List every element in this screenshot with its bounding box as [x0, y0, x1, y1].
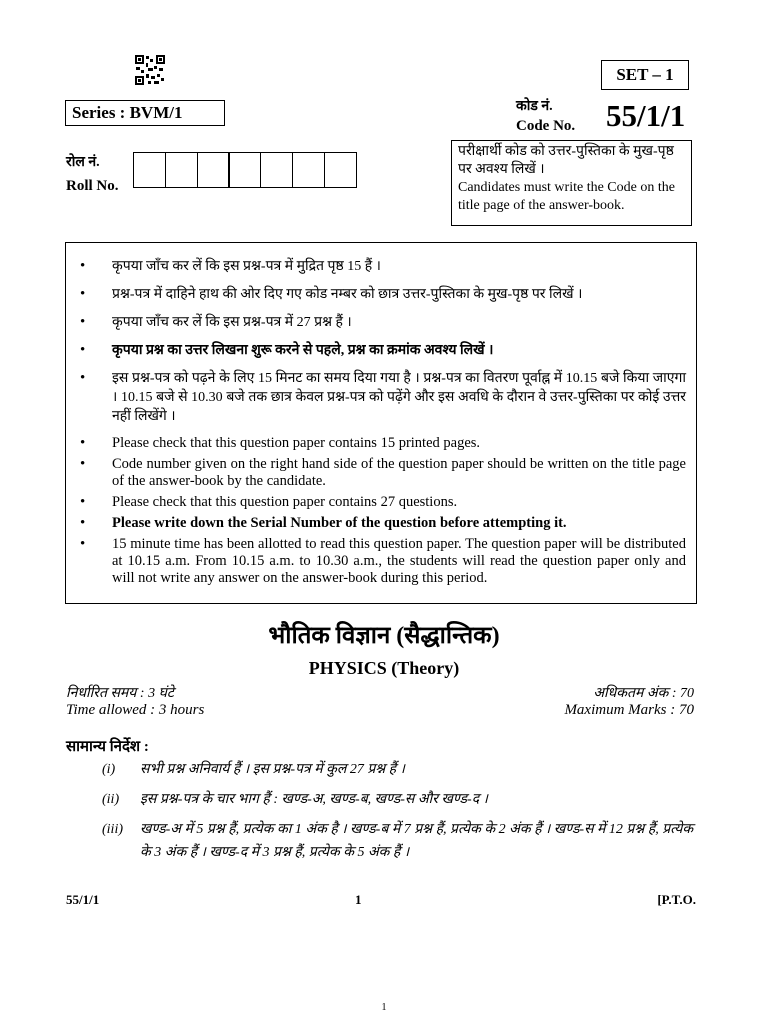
page-mark: 1 [381, 1002, 387, 1013]
roll-number-boxes[interactable] [133, 152, 356, 188]
bullet-icon: • [80, 258, 86, 274]
subject-title-hindi: भौतिक विज्ञान (सैद्धान्तिक) [268, 623, 500, 649]
roll-digit-box[interactable] [292, 152, 325, 188]
bullet-icon: • [80, 435, 86, 451]
max-marks-hindi: अधिकतम अंक : 70 [593, 686, 694, 701]
candidate-note-english: Candidates must write the Code on the title page of the answer-book. [458, 180, 675, 213]
footer-page-number: 1 [355, 892, 362, 907]
code-label-hindi: कोड नं. [516, 99, 553, 114]
roll-label-english: Roll No. [66, 178, 119, 194]
roll-label-hindi: रोल नं. [66, 155, 100, 170]
general-instruction-item: (i) सभी प्रश्न अनिवार्य हैं । इस प्रश्न-पत्र में कुल 27 प्रश्न हैं । [102, 762, 405, 777]
candidate-note-hindi: परीक्षार्थी कोड को उत्तर-पुस्तिका के मुख-पृष्ठ पर अवश्य लिखें । [458, 144, 674, 177]
bullet-icon: • [80, 314, 86, 330]
general-instructions-heading: सामान्य निर्देश : [66, 739, 149, 755]
roll-digit-box[interactable] [228, 152, 261, 188]
bullet-icon: • [80, 536, 86, 552]
footer-code: 55/1/1 [66, 892, 100, 907]
code-label-english: Code No. [516, 118, 576, 134]
instruction-item-en: • Code number given on the right hand side of the question paper should be written on the title page of the answer-book by the candidate. [76, 456, 686, 490]
bullet-icon: • [80, 370, 86, 386]
series-label: Series : BVM/1 [65, 100, 225, 126]
bullet-icon: • [80, 515, 86, 531]
instruction-item-hi: • प्रश्न-पत्र में दाहिने हाथ की ओर दिए गए कोड नम्बर को छात्र उत्तर-पुस्तिका के मुख-पृष्ठ पर लिखें । [76, 285, 686, 304]
candidate-note-box [451, 140, 692, 226]
general-instruction-item: (iii) खण्ड-अ में 5 प्रश्न हैं, प्रत्येक का 1 अंक है । खण्ड-ब में 7 प्रश्न हैं, प्रत्येक के 2 अंक हैं । खण्ड-स में 12 प्रश्न हैं, प्रत्येक के 3 अंक हैं । खण्ड-द में 3 प्रश्न हैं, प्रत्येक के 5 अंक हैं । [102, 822, 694, 860]
roll-digit-box[interactable] [260, 152, 293, 188]
general-instructions-list [102, 758, 702, 871]
bullet-icon: • [80, 456, 86, 472]
instruction-item-en: • 15 minute time has been allotted to read this question paper. The question paper will be distributed at 10.15 a.m. From 10.15 a.m. to 10.30 a.m., the students will read the question paper only and will not write any answer on the answer-book during this period. [76, 536, 686, 587]
bullet-icon: • [80, 286, 86, 302]
instructions-box [65, 242, 697, 604]
roll-digit-box[interactable] [324, 152, 357, 188]
bullet-icon: • [80, 342, 86, 358]
instruction-item-hi: • इस प्रश्न-पत्र को पढ़ने के लिए 15 मिनट का समय दिया गया है । प्रश्न-पत्र का वितरण पूर्वाह्न में 10.15 बजे किया जाएगा । 10.15 बजे से 10.30 बजे तक छात्र केवल प्रश्न-पत्र को पढ़ेंगे और इस अवधि के दौरान वे उत्तर-पुस्तिका पर कोई उत्तर नहीं लिखेंगे । [76, 369, 686, 426]
roll-digit-box[interactable] [133, 152, 166, 188]
bullet-icon: • [80, 494, 86, 510]
code-number: 55/1/1 [606, 98, 686, 133]
general-instruction-item: (ii) इस प्रश्न-पत्र के चार भाग हैं : खण्ड-अ, खण्ड-ब, खण्ड-स और खण्ड-द । [102, 792, 488, 807]
time-allowed-english: Time allowed : 3 hours [66, 702, 205, 718]
footer-pto: [P.T.O. [657, 892, 696, 907]
instruction-item-en: • Please check that this question paper contains 15 printed pages. [76, 435, 686, 452]
instruction-item-en: • Please check that this question paper contains 27 questions. [76, 494, 686, 511]
instruction-item-hi: • कृपया प्रश्न का उत्तर लिखना शुरू करने से पहले, प्रश्न का क्रमांक अवश्य लिखें । [76, 341, 686, 360]
instruction-item-hi: • कृपया जाँच कर लें कि इस प्रश्न-पत्र में 27 प्रश्न हैं । [76, 313, 686, 332]
subject-title-english: PHYSICS (Theory) [308, 658, 460, 678]
qr-code-icon [134, 54, 166, 86]
roll-digit-box[interactable] [197, 152, 230, 188]
instruction-item-en: • Please write down the Serial Number of the question before attempting it. [76, 515, 686, 532]
time-allowed-hindi: निर्धारित समय : 3 घंटे [66, 686, 174, 701]
roll-digit-box[interactable] [165, 152, 198, 188]
set-label: SET – 1 [601, 60, 689, 90]
instruction-item-hi: • कृपया जाँच कर लें कि इस प्रश्न-पत्र में मुद्रित पृष्ठ 15 हैं । [76, 257, 686, 276]
max-marks-english: Maximum Marks : 70 [564, 702, 694, 718]
